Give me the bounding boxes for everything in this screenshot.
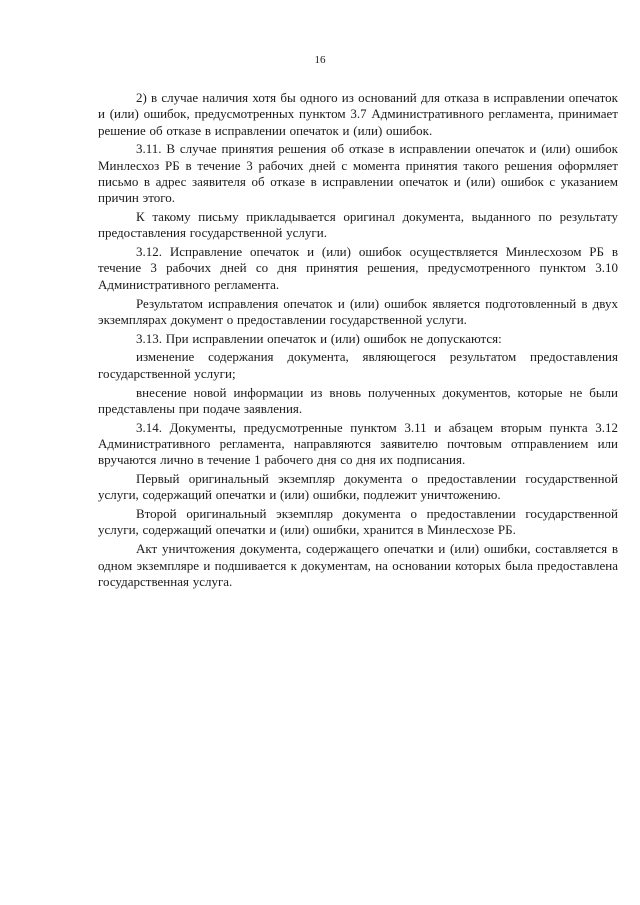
paragraph-attachment: К такому письму прикладывается оригинал документа, выданного по результату предоставления государственной услуги. [98, 209, 618, 241]
paragraph-new-information: внесение новой информации из вновь полученных документов, которые не были представлены при подаче заявления. [98, 384, 618, 416]
paragraph-refusal-decision: 2) в случае наличия хотя бы одного из оснований для отказа в исправлении опечаток и (или) ошибок, предусмотренных пунктом 3.7 Административного регламента, принимает решение об отказе в исправлении опечаток и (или) ошибок. [98, 90, 618, 138]
paragraph-first-copy: Первый оригинальный экземпляр документа о предоставлении государственной услуги, содержащий опечатки и (или) ошибки, подлежит уничтожению. [98, 471, 618, 503]
page-number: 16 [314, 54, 326, 66]
paragraph-result: Результатом исправления опечаток и (или) ошибок является подготовленный в двух экземплярах документ о предоставлении государственной услуги. [98, 295, 618, 327]
paragraph-3-14: 3.14. Документы, предусмотренные пунктом 3.11 и абзацем вторым пункта 3.12 Административного регламента, направляются заявителю почтовым отправлением или вручаются лично в течение 1 рабочего дня со дня их подписания. [98, 419, 618, 468]
paragraph-3-12: 3.12. Исправление опечаток и (или) ошибок осуществляется Минлесхозом РБ в течение 3 рабочих дней со дня принятия решения, предусмотренного пунктом 3.10 Административного регламента. [98, 244, 618, 292]
paragraph-3-13: 3.13. При исправлении опечаток и (или) ошибок не допускаются: [136, 330, 502, 346]
paragraph-destruction-act: Акт уничтожения документа, содержащего опечатки и (или) ошибки, составляется в одном экземпляре и подшивается к документам, на основании которых была предоставлена государственная услуга. [98, 541, 618, 589]
document-body [98, 90, 618, 593]
paragraph-second-copy: Второй оригинальный экземпляр документа о предоставлении государственной услуги, содержащий опечатки и (или) ошибки, хранится в Минлесхозе РБ. [98, 506, 618, 538]
paragraph-3-11: 3.11. В случае принятия решения об отказе в исправлении опечаток и (или) ошибок Минлесхоз РБ в течение 3 рабочих дней с момента принятия такого решения оформляет письмо в адрес заявителя об отказе в исправлении опечаток и (или) ошибок с указанием причин этого. [98, 141, 618, 206]
paragraph-content-change: изменение содержания документа, являющегося результатом предоставления государственной услуги; [98, 349, 618, 381]
